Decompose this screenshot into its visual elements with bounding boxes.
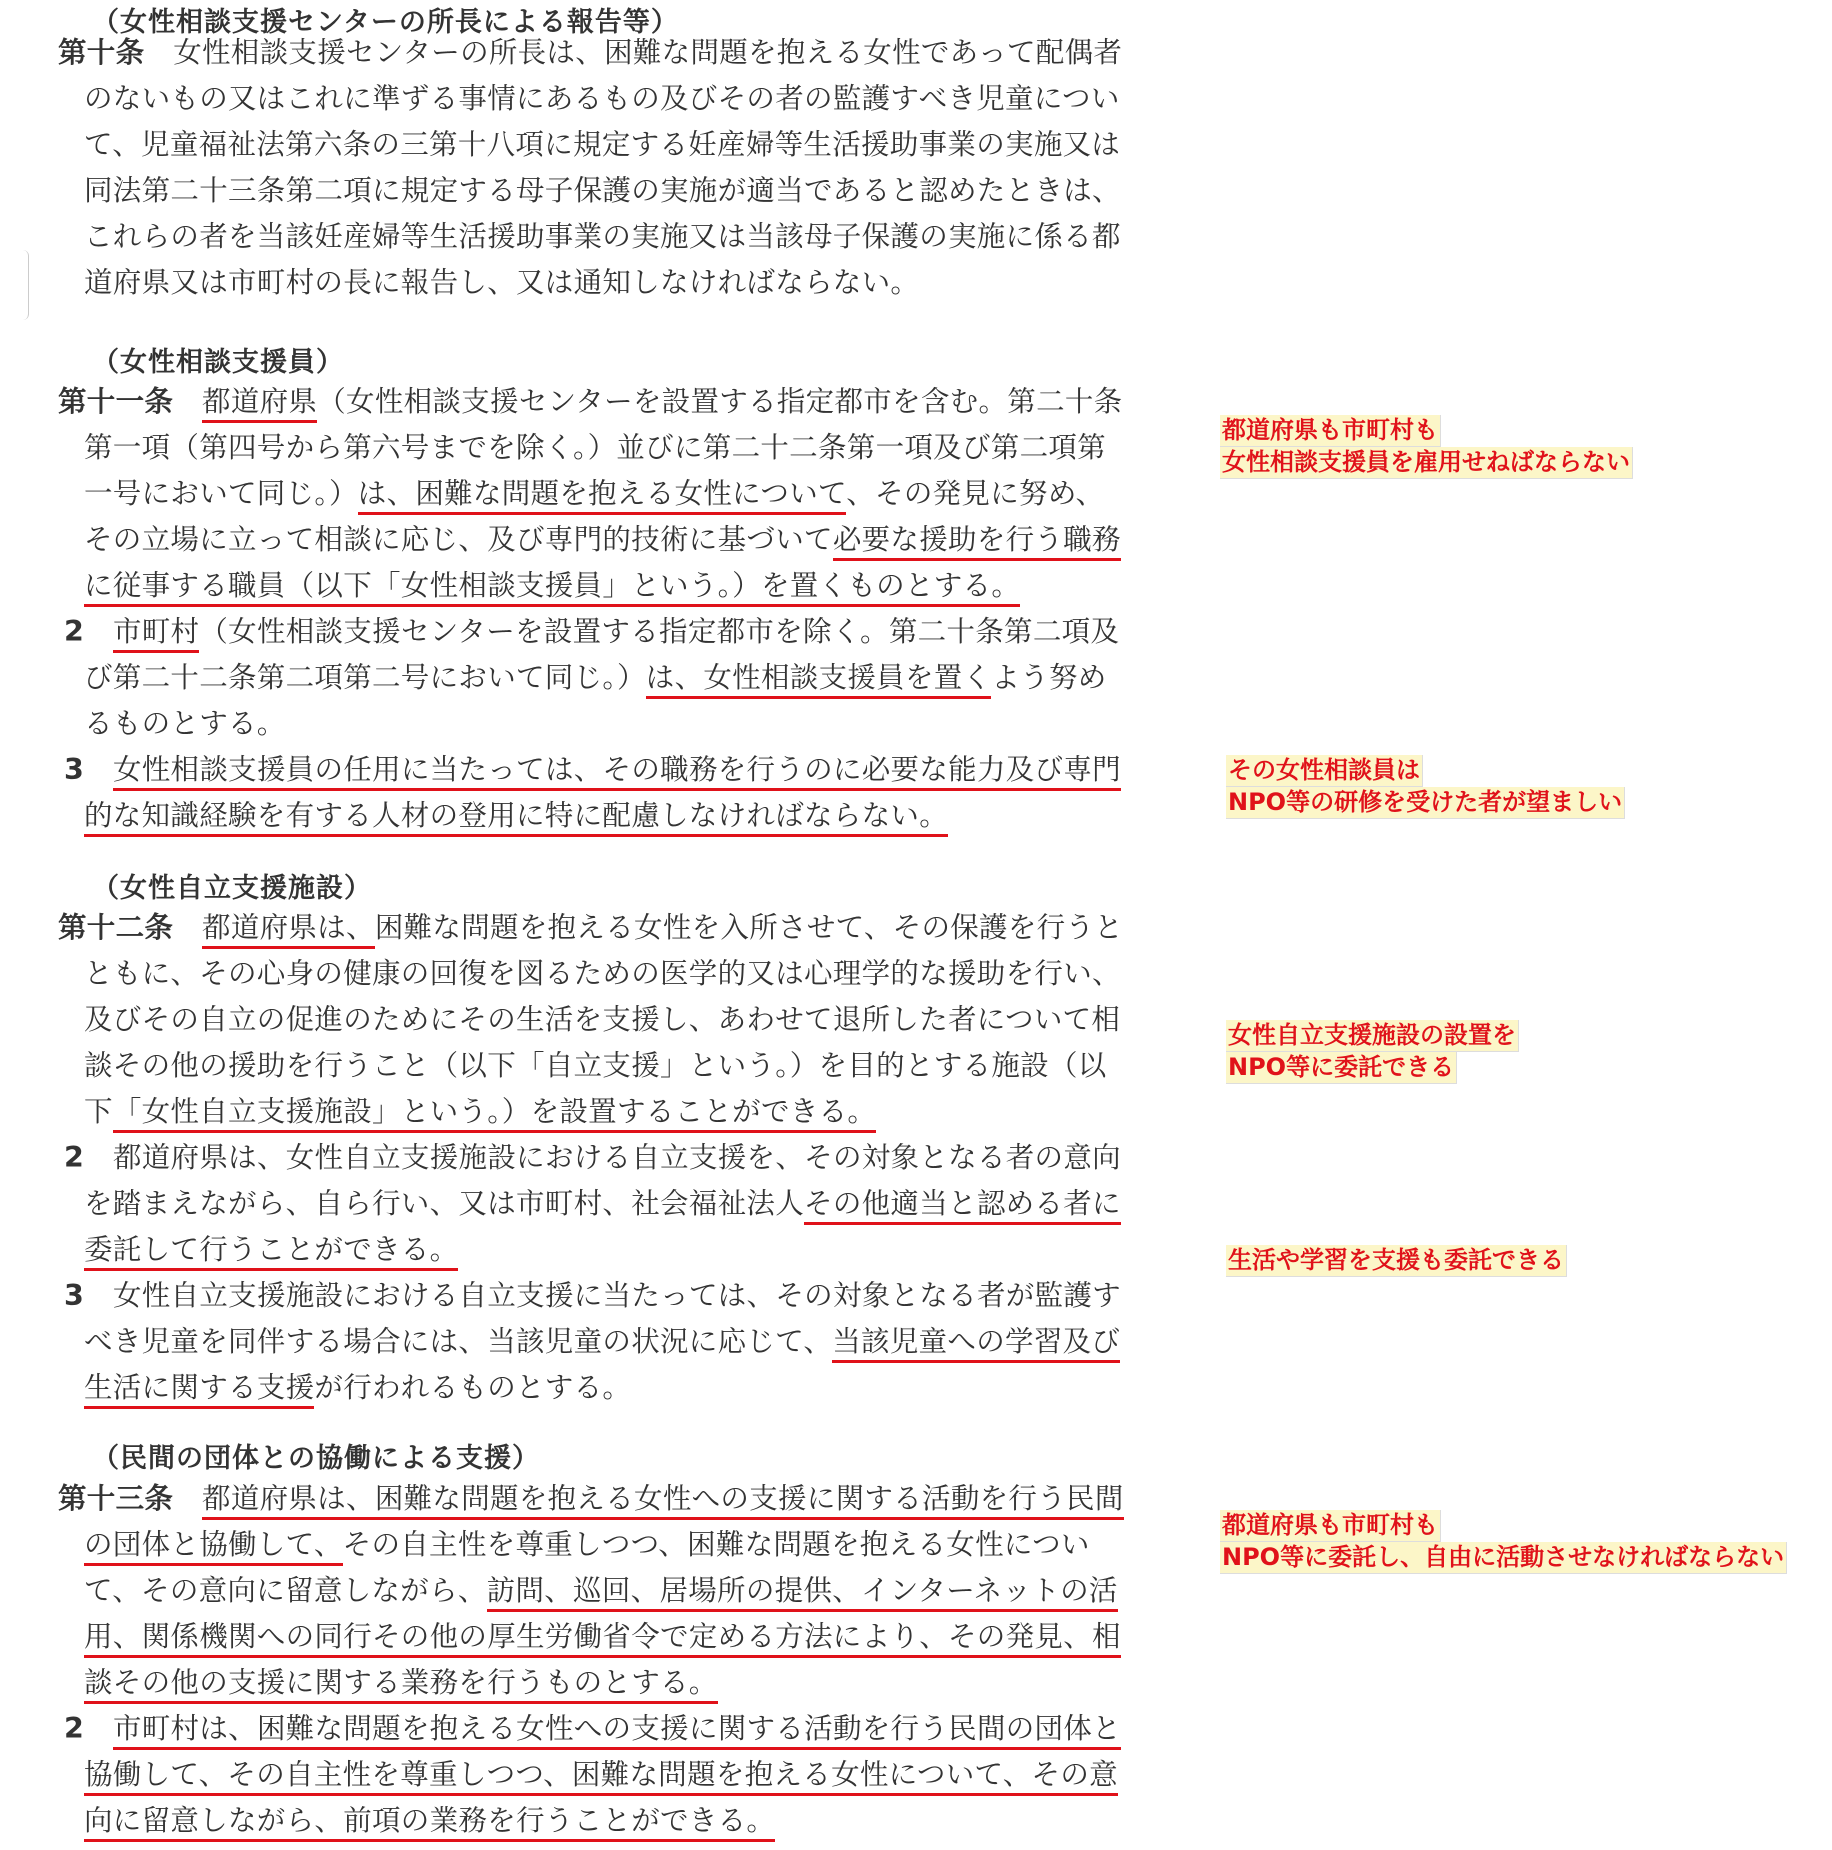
article-line: 第十条 女性相談支援センターの所長は、困難な問題を抱える女性であって配偶者 (58, 36, 1123, 69)
article-line: て、その意向に留意しながら、訪問、巡回、居場所の提供、インターネットの活 (84, 1568, 1118, 1614)
underlined-phrase: に従事する職員（以下「女性相談支援員」という。）を置くものとする。 (84, 569, 1020, 607)
underlined-phrase: 生活に関する支援 (84, 1371, 314, 1409)
article-line: 2 都道府県は、女性自立支援施設における自立支援を、その対象となる者の意向 (64, 1141, 1121, 1174)
underlined-phrase: 談その他の支援に関する業務を行うものとする。 (84, 1666, 718, 1704)
article-line (84, 563, 1020, 609)
section-heading-article-13: （民間の団体との協働による支援） (92, 1443, 540, 1474)
underlined-phrase: 都道府県は、 (202, 911, 375, 949)
section-heading-article-10: （女性相談支援センターの所長による報告等） (92, 7, 679, 38)
paragraph-number: 3 (64, 1279, 85, 1312)
article-line: 一号において同じ。）は、困難な問題を抱える女性について、その発見に努め、 (84, 471, 1104, 517)
paragraph-number: 2 (64, 1141, 85, 1174)
underlined-phrase: 女性相談支援員の任用に当たっては、その職務を行うのに必要な能力及び専門 (113, 753, 1121, 791)
article-line: 第十一条 都道府県（女性相談支援センターを設置する指定都市を含む。第二十条 (58, 379, 1122, 425)
underlined-phrase: 委託して行うことができる。 (84, 1233, 458, 1271)
underlined-phrase: 市町村は、困難な問題を抱える女性への支援に関する活動を行う民間の団体と (113, 1712, 1121, 1750)
underlined-phrase: 用、関係機関への同行その他の厚生労働省令で定める方法により、その発見、相 (84, 1620, 1121, 1658)
underlined-phrase: の団体と協働して、 (84, 1528, 343, 1566)
underlined-phrase: 「女性自立支援施設」という。）を設置することができる。 (113, 1095, 876, 1133)
article-line (58, 1476, 1124, 1522)
underlined-phrase: は、女性相談支援員を置く (646, 661, 992, 699)
article-number: 第十三条 (58, 1482, 174, 1515)
underlined-phrase: 都道府県 (202, 385, 317, 423)
article-line: 2 市町村（女性相談支援センターを設置する指定都市を除く。第二十条第二項及 (64, 609, 1119, 655)
article-line (84, 1227, 458, 1273)
paragraph-number: 2 (64, 615, 85, 648)
article-line: て、児童福祉法第六条の三第十八項に規定する妊産婦等生活援助事業の実施又は (84, 128, 1121, 161)
underlined-phrase: は、困難な問題を抱える女性について (358, 477, 846, 515)
article-line: 道府県又は市町村の長に報告し、又は通知しなければならない。 (84, 266, 920, 299)
underlined-phrase: 必要な援助を行う職務 (833, 523, 1121, 561)
article-line: 談その他の援助を行うこと（以下「自立支援」という。）を目的とする施設（以 (84, 1049, 1107, 1082)
article-line: るものとする。 (84, 707, 286, 740)
article-number: 第十二条 (58, 911, 174, 944)
article-line: を踏まえながら、自ら行い、又は市町村、社会福祉法人その他適当と認める者に (84, 1181, 1121, 1227)
article-line (84, 1752, 1118, 1798)
article-line: その立場に立って相談に応じ、及び専門的技術に基づいて必要な援助を行う職務 (84, 517, 1121, 563)
underlined-phrase: 向に留意しながら、前項の業務を行うことができる。 (84, 1804, 775, 1842)
article-number: 第十条 (58, 36, 145, 69)
underlined-phrase: 当該児童への学習及び (832, 1325, 1120, 1363)
article-line: 生活に関する支援が行われるものとする。 (84, 1365, 631, 1411)
article-line: の団体と協働して、その自主性を尊重しつつ、困難な問題を抱える女性につい (84, 1522, 1090, 1568)
article-line: 第十二条 都道府県は、困難な問題を抱える女性を入所させて、その保護を行うと (58, 905, 1123, 951)
article-line (84, 1798, 775, 1844)
article-line: 第一項（第四号から第六号までを除く。）並びに第二十二条第一項及び第二項第 (84, 431, 1106, 464)
article-line: のないもの又はこれに準ずる事情にあるもの及びその者の監護すべき児童につい (84, 82, 1120, 115)
article-line: 及びその自立の促進のためにその生活を支援し、あわせて退所した者について相 (84, 1003, 1121, 1036)
article-line (64, 1706, 1121, 1752)
annotation-note: 都道府県も市町村も 女性相談支援員を雇用せねばならない (1220, 415, 1633, 479)
annotation-note: 女性自立支援施設の設置を NPO等に委託できる (1226, 1020, 1519, 1084)
side-bracket-decoration (14, 250, 29, 320)
article-line: べき児童を同伴する場合には、当該児童の状況に応じて、当該児童への学習及び (84, 1319, 1120, 1365)
annotation-note: 都道府県も市町村も NPO等に委託し、自由に活動させなければならない (1220, 1510, 1787, 1574)
underlined-phrase: 都道府県は、困難な問題を抱える女性への支援に関する活動を行う民間 (202, 1482, 1124, 1520)
article-line (84, 1660, 718, 1706)
annotation-note: 生活や学習を支援も委託できる (1226, 1245, 1567, 1277)
underlined-phrase: 訪問、巡回、居場所の提供、インターネットの活 (487, 1574, 1118, 1612)
article-line: ともに、その心身の健康の回復を図るための医学的又は心理学的な援助を行い、 (84, 957, 1121, 990)
underlined-phrase: 的な知識経験を有する人材の登用に特に配慮しなければならない。 (84, 799, 948, 837)
article-line: び第二十二条第二項第二号において同じ。）は、女性相談支援員を置くよう努め (84, 655, 1107, 701)
article-line: 下「女性自立支援施設」という。）を設置することができる。 (84, 1089, 876, 1135)
paragraph-number: 3 (64, 753, 85, 786)
annotation-note: その女性相談員は NPO等の研修を受けた者が望ましい (1226, 755, 1625, 819)
article-line: 同法第二十三条第二項に規定する母子保護の実施が適当であると認めたときは、 (84, 174, 1121, 207)
article-number: 第十一条 (58, 385, 174, 418)
underlined-phrase: 市町村 (113, 615, 199, 653)
section-heading-article-12: （女性自立支援施設） (92, 873, 372, 904)
article-line: 3 女性自立支援施設における自立支援に当たっては、その対象となる者が監護す (64, 1279, 1121, 1312)
section-heading-article-11: （女性相談支援員） (92, 347, 344, 378)
underlined-phrase: その他適当と認める者に (804, 1187, 1121, 1225)
article-line: これらの者を当該妊産婦等生活援助事業の実施又は当該母子保護の実施に係る都 (84, 220, 1121, 253)
underlined-phrase: 協働して、その自主性を尊重しつつ、困難な問題を抱える女性について、その意 (84, 1758, 1118, 1796)
paragraph-number: 2 (64, 1712, 85, 1745)
article-line (84, 793, 948, 839)
article-line (64, 747, 1121, 793)
article-line (84, 1614, 1121, 1660)
